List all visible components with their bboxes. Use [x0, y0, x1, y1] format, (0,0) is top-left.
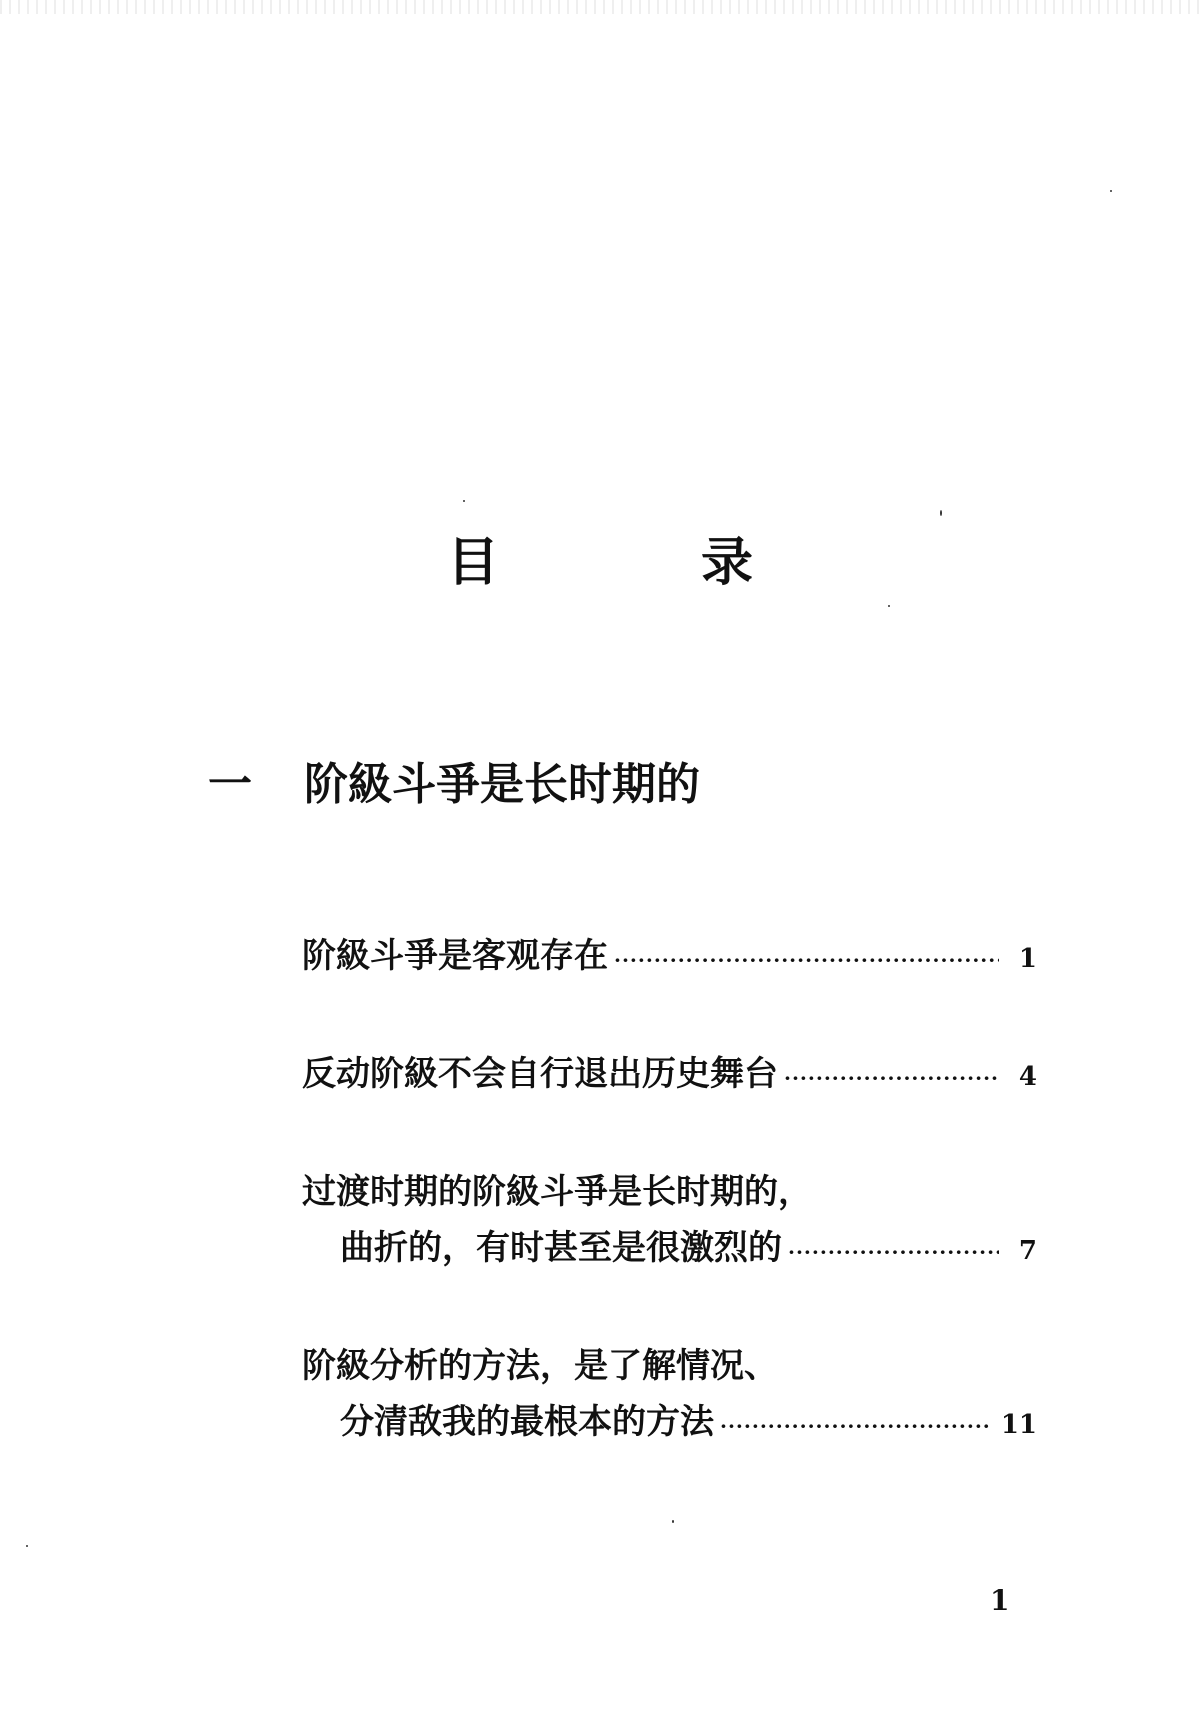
toc-entry-page: 7 [1018, 1236, 1037, 1266]
scan-speck [888, 605, 890, 607]
leader-dots [720, 1398, 991, 1454]
toc-entry-text: 阶級斗爭是客观存在 [302, 936, 608, 976]
toc-entry-page: 4 [1018, 1062, 1037, 1092]
scan-speck [463, 500, 465, 502]
toc-entry-text: 过渡时期的阶級斗爭是长时期的， [302, 1172, 812, 1212]
toc-entry[interactable] [302, 1164, 1037, 1280]
scan-speck [940, 510, 942, 516]
toc-entry[interactable] [302, 1046, 1037, 1106]
toc-entry-text: 阶級分析的方法，是了解情况、 [302, 1346, 778, 1386]
scan-speck [1110, 190, 1112, 192]
toc-entry-page: 1 [1018, 944, 1037, 974]
toc-entry[interactable] [302, 1338, 1037, 1454]
toc-entry-line [302, 928, 1037, 988]
scan-speck [672, 1520, 674, 1523]
part-title: 阶級斗爭是长时期的 [304, 759, 700, 810]
toc-title: 目 录 [446, 533, 846, 593]
toc-entry[interactable] [302, 928, 1037, 988]
toc-entry-text: 反动阶級不会自行退出历史舞台 [302, 1054, 778, 1094]
part-heading [208, 748, 700, 812]
toc-entry-line [302, 1164, 1037, 1220]
toc-entry-text: 曲折的，有时甚至是很激烈的 [340, 1228, 782, 1268]
toc-entry-page: 11 [1000, 1410, 1037, 1440]
leader-dots [614, 932, 999, 988]
toc-entry-line [302, 1046, 1037, 1106]
toc-entry-line [302, 1394, 1037, 1454]
toc-entry-line [302, 1220, 1037, 1280]
leader-dots [788, 1224, 999, 1280]
toc-entry-line [302, 1338, 1037, 1394]
page-number: 1 [990, 1584, 1010, 1617]
leader-dots [784, 1050, 999, 1106]
scan-speck [26, 1545, 28, 1547]
part-numeral: 一 [208, 759, 252, 810]
toc-entry-text: 分清敌我的最根本的方法 [340, 1402, 714, 1442]
scan-noise [0, 0, 1200, 14]
